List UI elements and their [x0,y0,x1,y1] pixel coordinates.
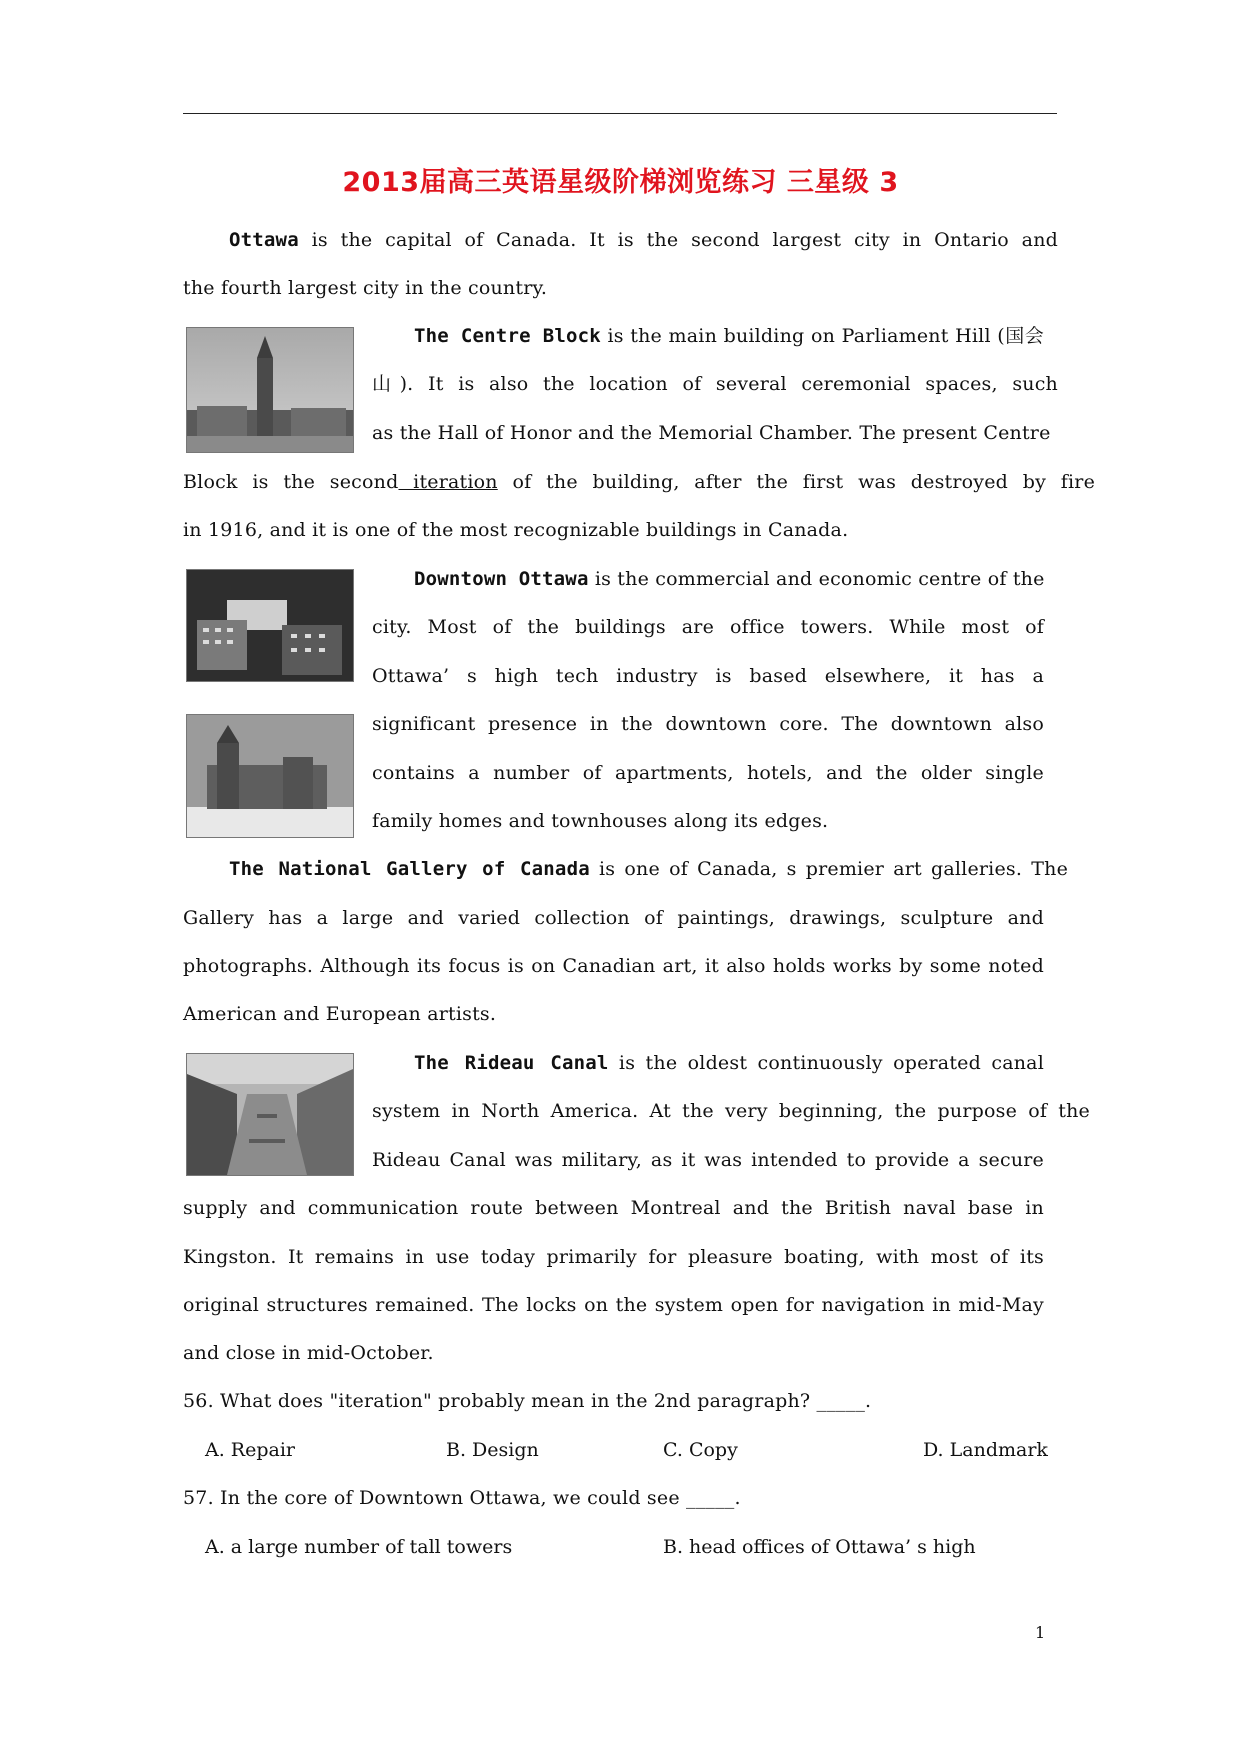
rideau-canal-photo [186,1053,354,1176]
q56-option-c: C. Copy [663,1439,738,1461]
centre-block-photo [186,327,354,453]
p4-line1: The National Gallery of Canada is one of Canada, s premier art galleries. The [229,858,1069,880]
p3-line4: significant presence in the downtown core. The downtown also [372,713,1044,735]
p5-keyword: The Rideau Canal [414,1052,609,1074]
p4-line3: photographs. Although its focus is on Canadian art, it also holds works by some noted [183,955,1044,977]
p2-line5: in 1916, and it is one of the most recognizable buildings in Canada. [183,519,849,541]
p4-line2: Gallery has a large and varied collection of paintings, drawings, sculpture and [183,907,1044,929]
header-rule [183,113,1057,114]
p3-line6: family homes and townhouses along its edges. [372,810,829,832]
p4-keyword: The National Gallery of Canada [229,858,590,880]
p5-line6: original structures remained. The locks on the system open for navigation in mid-May [183,1294,1044,1316]
question-56: 56. What does "iteration" probably mean in the 2nd paragraph? _____. [183,1390,872,1412]
p5-line2: system in North America. At the very beginning, the purpose of the [372,1100,1090,1122]
iteration-word: iteration [398,471,498,493]
q57-option-a: A. a large number of tall towers [205,1536,513,1558]
p2-keyword: The Centre Block [414,325,601,347]
p2-line4: Block is the second iteration of the building, after the first was destroyed by fire [183,471,1096,493]
p3-keyword: Downtown Ottawa [414,568,589,590]
p1-keyword: Ottawa [229,229,299,251]
p5-line3: Rideau Canal was military, as it was intended to provide a secure [372,1149,1044,1171]
p3-line1: Downtown Ottawa is the commercial and economic centre of the [414,568,1045,590]
p5-line7: and close in mid-October. [183,1342,434,1364]
p3-line5: contains a number of apartments, hotels, and the older single [372,762,1044,784]
question-57: 57. In the core of Downtown Ottawa, we could see _____. [183,1487,741,1509]
downtown-ottawa-photo [186,569,354,682]
q56-option-b: B. Design [446,1439,539,1461]
p5-line5: Kingston. It remains in use today primarily for pleasure boating, with most of its [183,1246,1044,1268]
p3-line2: city. Most of the buildings are office towers. While most of [372,616,1044,638]
p1-line1: Ottawa is the capital of Canada. It is the second largest city in Ontario and [229,229,1058,251]
p2-line3: as the Hall of Honor and the Memorial Chamber. The present Centre [372,422,1051,444]
p1-line2: the fourth largest city in the country. [183,277,548,299]
p2-line1: The Centre Block is the main building on Parliament Hill (国会 [414,325,1044,347]
q56-option-d: D. Landmark [923,1439,1048,1461]
q57-option-b: B. head offices of Ottawa’ s high [663,1536,976,1558]
document-title: 2013届高三英语星级阶梯浏览练习 三星级 3 [342,167,899,198]
parliament-winter-photo [186,714,354,838]
p5-line4: supply and communication route between Montreal and the British naval base in [183,1197,1044,1219]
p3-line3: Ottawa’ s high tech industry is based elsewhere, it has a [372,665,1044,687]
page-number: 1 [1035,1623,1046,1642]
p5-line1: The Rideau Canal is the oldest continuously operated canal [414,1052,1044,1074]
p2-line2: 山). It is also the location of several ceremonial spaces, such [372,373,1058,395]
q56-option-a: A. Repair [205,1439,295,1461]
p4-line4: American and European artists. [183,1003,497,1025]
